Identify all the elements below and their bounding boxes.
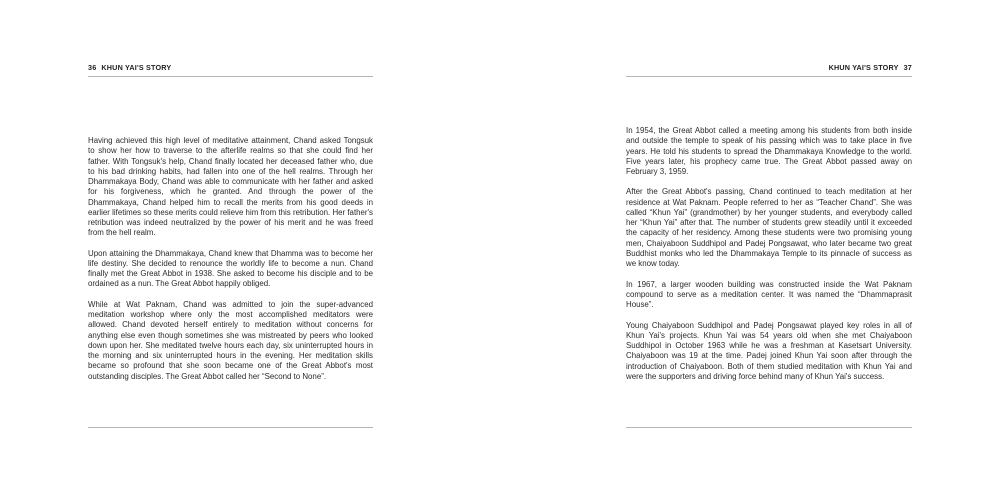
left-footer-rule [88, 427, 373, 428]
left-page-header [88, 63, 171, 75]
right-header-rule [626, 76, 912, 77]
paragraph: While at Wat Paknam, Chand was admitted to join the super-advanced meditation workshop where only the most accomplished meditators were allowed. Chand devoted herself entirely to meditation without concerns for anything else even though sometimes she was mistreated by peers who looked down upon her. She meditated twelve hours each day, six uninterrupted hours in the morning and six uninterrupted hours in the evening. Her meditation skills became so profound that she soon became one of the Great Abbot's most outstanding disciples. The Great Abbot called her “Second to None”. [88, 299, 373, 381]
right-footer-rule [626, 427, 912, 428]
right-page [500, 0, 1000, 500]
paragraph: In 1967, a larger wooden building was constructed inside the Wat Paknam compound to serve as a meditation center. It was named the “Dhammaprasit House”. [626, 279, 912, 310]
right-page-number: 37 [903, 63, 912, 72]
paragraph: Young Chaiyaboon Suddhipol and Padej Pongsawat played key roles in all of Khun Yai's projects. Khun Yai was 54 years old when she met Chaiyaboon Suddhipol in October 1963 while he was a freshman at Kasetsart University. Chaiyaboon was 19 at the time. Padej joined Khun Yai soon after through the introduction of Chaiyaboon. Both of them studied meditation with Khun Yai and were the supporters and driving force behind many of Khun Yai's success. [626, 320, 912, 381]
paragraph: After the Great Abbot's passing, Chand continued to teach meditation at her residence at Wat Paknam. People referred to her as “Teacher Chand”. She was called “Khun Yai” (grandmother) by her younger students, and everybody called her “Khun Yai” after that. The number of students grew steadily until it exceeded the capacity of her residency. Among these students were two promising young men, Chaiyaboon Suddhipol and Padej Pongsawat, who later became two great Buddhist monks who led the Dhammakaya Temple to its pinnacle of success as we know today. [626, 187, 912, 269]
right-running-head: KHUN YAI'S STORY [828, 63, 899, 72]
right-body-text [626, 126, 912, 392]
paragraph: Having achieved this high level of meditative attainment, Chand asked Tongsuk to show her how to traverse to the afterlife realms so that she could find her father. With Tongsuk's help, Chand finally located her deceased father who, due to his bad drinking habits, had fallen into one of the hell realms. Through her Dhammakaya Body, Chand was able to communicate with her father and asked for his forgiveness, which he granted. And through the power of the Dhammakaya, Chand helped him to recall the merits from his good deeds in earlier lifetimes so these merits could relieve him from this retribution. Her father's retribution was indeed neutralized by the power of his merit and he was freed from the hell realm. [88, 136, 373, 238]
left-header-rule [88, 76, 373, 77]
paragraph: Upon attaining the Dhammakaya, Chand knew that Dhamma was to become her life destiny. She decided to renounce the worldly life to become a nun. Chand finally met the Great Abbot in 1938. She asked to become his disciple and to be ordained as a nun. The Great Abbot happily obliged. [88, 248, 373, 289]
left-body-text [88, 136, 373, 392]
right-page-header [829, 63, 912, 75]
left-page-number: 36 [88, 63, 97, 72]
paragraph: In 1954, the Great Abbot called a meeting among his students from both inside and outside the temple to speak of his passing which was to take place in five years. He told his students to spread the Dhammakaya Knowledge to the world. Five years later, his prophecy came true. The Great Abbot passed away on February 3, 1959. [626, 126, 912, 176]
left-running-head: KHUN YAI'S STORY [101, 63, 172, 72]
